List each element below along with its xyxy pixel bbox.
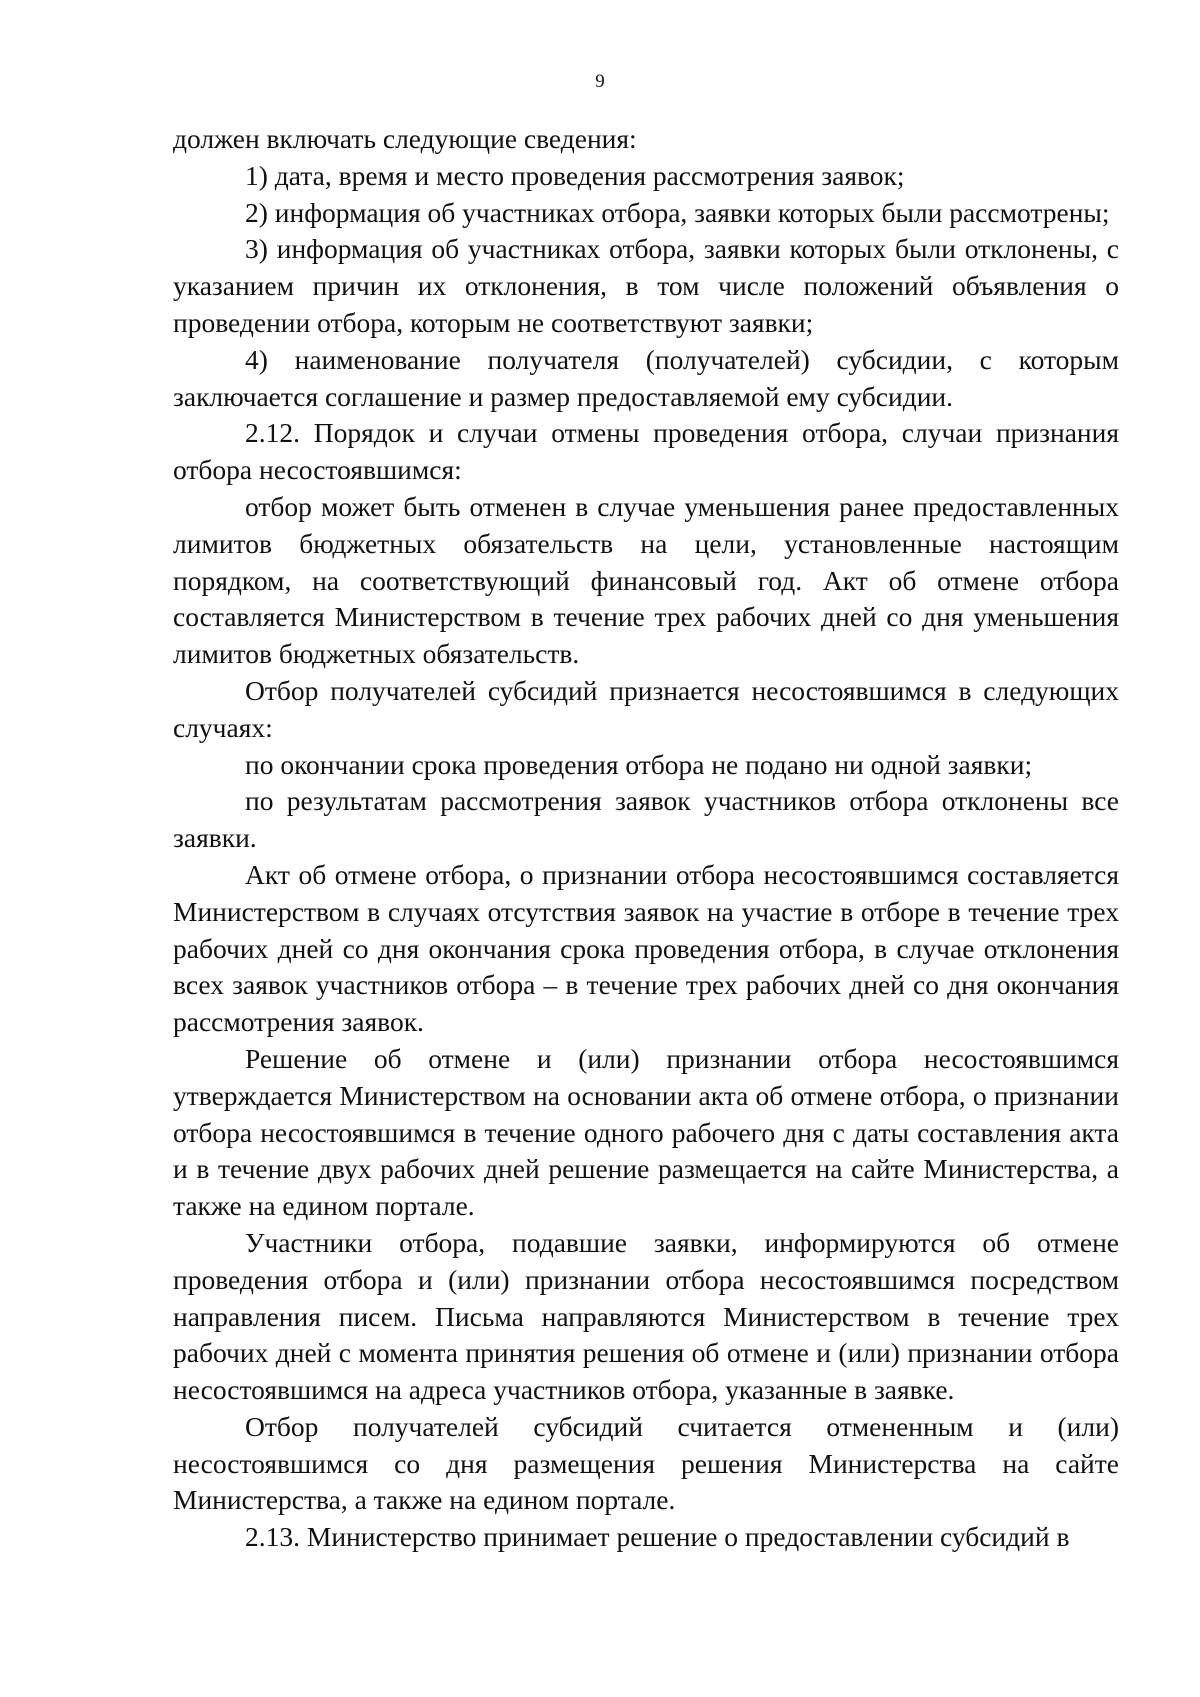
paragraph: Участники отбора, подавшие заявки, информируются об отмене проведения отбора и (или) признании отбора несостоявшимся посредством направления писем. Письма направляются Министерством в течение трех рабочих дней с момента принятия решения об отмене и (или) признании отбора несостоявшимся на адреса участников отбора, указанные в заявке. [173,1226,1119,1406]
paragraph: Отбор получателей субсидий считается отмененным и (или) несостоявшимся со дня размещения решения Министерства на сайте Министерства, а также на едином портале. [173,1410,1119,1516]
paragraph: по результатам рассмотрения заявок участников отбора отклонены все заявки. [173,785,1119,854]
document-body [173,121,1119,1556]
paragraph: по окончании срока проведения отбора не подано ни одной заявки; [245,748,1033,780]
paragraph: Решение об отмене и (или) признании отбора несостоявшимся утверждается Министерством на основании акта об отмене отбора, о признании отбора несостоявшимся в течение одного рабочего дня с даты составления акта и в течение двух рабочих дней решение размещается на сайте Министерства, а также на едином портале. [173,1042,1119,1222]
paragraph: Отбор получателей субсидий признается несостоявшимся в следующих случаях: [173,674,1119,743]
paragraph: 3) информация об участниках отбора, заявки которых были отклонены, с указанием причин их отклонения, в том числе положений объявления о проведении отбора, которым не соответствуют заявки; [173,233,1119,338]
paragraph: должен включать следующие сведения: [173,123,637,154]
paragraph: отбор может быть отменен в случае уменьшения ранее предоставленных лимитов бюджетных обязательств на цели, установленные настоящим порядком, на соответствующий финансовый год. Акт об отмене отбора составляется Министерством в течение трех рабочих дней со дня уменьшения лимитов бюджетных обязательств. [173,490,1119,670]
section-heading-paragraph: 2.12. Порядок и случаи отмены проведения отбора, случаи признания отбора несостоявшимся: [173,417,1119,486]
paragraph: 2) информация об участниках отбора, заявки которых были рассмотрены; [245,196,1110,228]
section-heading-paragraph: 2.13. Министерство принимает решение о предоставлении субсидий в [245,1521,1070,1553]
page-number: 9 [595,71,605,92]
paragraph: Акт об отмене отбора, о признании отбора несостоявшимся составляется Министерством в случаях отсутствия заявок на участие в отборе в течение трех рабочих дней со дня окончания срока проведения отбора, в случае отклонения всех заявок участников отбора – в течение трех рабочих дней со дня окончания рассмотрения заявок. [173,858,1119,1038]
paragraph: 4) наименование получателя (получателей) субсидии, с которым заключается соглашение и размер предоставляемой ему субсидии. [173,343,1119,412]
paragraph: 1) дата, время и место проведения рассмотрения заявок; [245,159,905,191]
